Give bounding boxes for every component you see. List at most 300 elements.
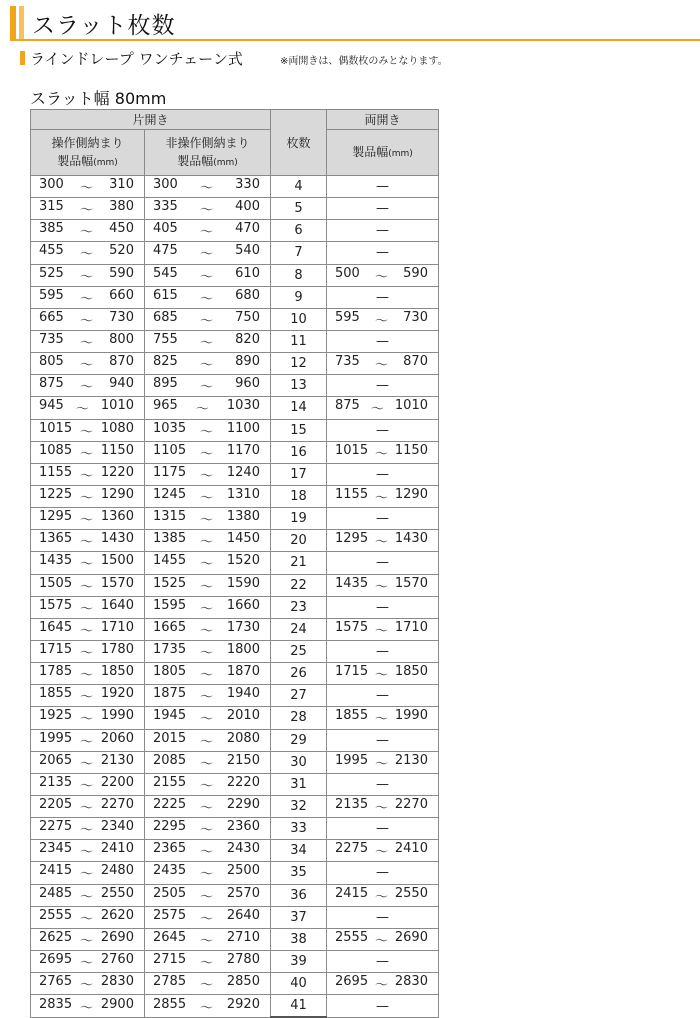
table-row [31, 950, 439, 972]
range-max: 1290 [100, 487, 134, 503]
range-min: 665 [39, 309, 64, 325]
operation-side-width [31, 663, 145, 685]
non-operation-side-width [145, 663, 271, 685]
non-operation-side-width [145, 618, 271, 640]
double-open-width-na: — [327, 640, 439, 662]
slat-count: 18 [271, 485, 327, 507]
range-max: 890 [235, 354, 260, 370]
range-max: 2900 [100, 996, 134, 1012]
slat-count: 4 [271, 176, 327, 198]
range-min: 2645 [153, 929, 187, 945]
range-separator: ～ [199, 513, 213, 529]
operation-side-width [31, 308, 145, 330]
range-separator: ～ [79, 181, 93, 197]
slat-count: 7 [271, 242, 327, 264]
range-min: 525 [39, 265, 64, 281]
slat-count: 17 [271, 463, 327, 485]
range-separator: ～ [79, 446, 93, 462]
operation-side-width [31, 286, 145, 308]
operation-side-width [31, 928, 145, 950]
range-min: 2085 [153, 752, 187, 768]
double-open-width-na: — [327, 596, 439, 618]
header-unit: (mm) [388, 148, 413, 159]
range-min: 1855 [39, 686, 73, 702]
range-min: 335 [153, 199, 178, 215]
table-row [31, 463, 439, 485]
double-open-width [327, 397, 439, 419]
range-separator: ～ [199, 446, 213, 462]
non-operation-side-width [145, 375, 271, 397]
operation-side-width [31, 596, 145, 618]
range-separator: ～ [79, 380, 93, 396]
range-max: 1800 [226, 642, 260, 658]
double-open-width-na: — [327, 375, 439, 397]
range-min: 300 [39, 177, 64, 193]
range-separator: ～ [199, 181, 213, 197]
range-separator: ～ [199, 845, 213, 861]
slat-count: 40 [271, 973, 327, 995]
range-min: 1715 [39, 642, 73, 658]
operation-side-width [31, 552, 145, 574]
table-row [31, 751, 439, 773]
operation-side-width [31, 485, 145, 507]
non-operation-side-width [145, 840, 271, 862]
range-min: 1365 [39, 531, 73, 547]
non-operation-side-width [145, 485, 271, 507]
range-separator: ～ [79, 955, 93, 971]
range-min: 1945 [153, 708, 187, 724]
range-separator: ～ [199, 756, 213, 772]
range-max: 1920 [100, 686, 134, 702]
double-open-width [327, 928, 439, 950]
range-separator: ～ [79, 247, 93, 263]
slat-count: 23 [271, 596, 327, 618]
range-max: 330 [235, 177, 260, 193]
non-operation-side-width [145, 286, 271, 308]
range-max: 1220 [100, 464, 134, 480]
range-min: 895 [153, 376, 178, 392]
slat-count: 14 [271, 397, 327, 419]
range-min: 1665 [153, 619, 187, 635]
non-operation-side-width [145, 884, 271, 906]
double-open-width [327, 795, 439, 817]
table-row [31, 330, 439, 352]
table-row [31, 663, 439, 685]
double-open-width [327, 707, 439, 729]
operation-side-width [31, 640, 145, 662]
header-single-open: 片開き [31, 110, 271, 130]
operation-side-width [31, 220, 145, 242]
non-operation-side-width [145, 330, 271, 352]
slat-count: 9 [271, 286, 327, 308]
range-separator: ～ [199, 336, 213, 352]
range-min: 2415 [335, 885, 369, 901]
range-max: 1170 [226, 442, 260, 458]
range-separator: ～ [199, 778, 213, 794]
title-accent-bar-light [19, 6, 24, 40]
range-max: 590 [403, 265, 428, 281]
range-separator: ～ [374, 712, 388, 728]
range-min: 965 [153, 398, 178, 414]
range-separator: ～ [79, 845, 93, 861]
range-separator: ～ [199, 557, 213, 573]
table-row [31, 596, 439, 618]
slat-count: 32 [271, 795, 327, 817]
range-max: 960 [235, 376, 260, 392]
range-max: 1570 [100, 575, 134, 591]
range-max: 400 [235, 199, 260, 215]
range-separator: ～ [374, 889, 388, 905]
range-max: 2430 [226, 841, 260, 857]
operation-side-width [31, 950, 145, 972]
header-unit: (mm) [213, 157, 238, 168]
range-separator: ～ [374, 446, 388, 462]
range-max: 1360 [100, 509, 134, 525]
range-max: 2480 [100, 863, 134, 879]
non-operation-side-width [145, 419, 271, 441]
table-row [31, 441, 439, 463]
range-separator: ～ [199, 468, 213, 484]
range-min: 685 [153, 309, 178, 325]
range-max: 940 [109, 376, 134, 392]
table-row [31, 508, 439, 530]
range-separator: ～ [374, 668, 388, 684]
range-separator: ～ [374, 491, 388, 507]
non-operation-side-width [145, 906, 271, 928]
section-heading [20, 48, 700, 68]
range-separator: ～ [199, 247, 213, 263]
range-max: 2550 [100, 885, 134, 901]
slat-count: 24 [271, 618, 327, 640]
non-operation-side-width [145, 198, 271, 220]
operation-side-width [31, 264, 145, 286]
range-separator: ～ [374, 313, 388, 329]
range-min: 545 [153, 265, 178, 281]
range-max: 2360 [226, 819, 260, 835]
range-min: 455 [39, 243, 64, 259]
range-separator: ～ [199, 823, 213, 839]
slat-count: 36 [271, 884, 327, 906]
operation-side-width [31, 463, 145, 485]
operation-side-width [31, 198, 145, 220]
range-separator: ～ [199, 313, 213, 329]
slat-count: 37 [271, 906, 327, 928]
operation-side-width [31, 441, 145, 463]
range-min: 2835 [39, 996, 73, 1012]
range-max: 540 [235, 243, 260, 259]
slat-count: 21 [271, 552, 327, 574]
range-max: 2010 [226, 708, 260, 724]
range-max: 470 [235, 221, 260, 237]
range-max: 1940 [226, 686, 260, 702]
table-row [31, 552, 439, 574]
range-separator: ～ [199, 291, 213, 307]
range-min: 300 [153, 177, 178, 193]
range-separator: ～ [199, 889, 213, 905]
range-min: 1175 [153, 464, 187, 480]
slat-count: 25 [271, 640, 327, 662]
range-max: 2710 [226, 929, 260, 945]
table-row [31, 286, 439, 308]
non-operation-side-width [145, 950, 271, 972]
range-separator: ～ [79, 269, 93, 285]
range-max: 1730 [226, 619, 260, 635]
table-row [31, 995, 439, 1018]
range-separator: ～ [374, 535, 388, 551]
range-max: 2200 [100, 774, 134, 790]
non-operation-side-width [145, 995, 271, 1018]
non-operation-side-width [145, 640, 271, 662]
range-max: 1100 [226, 420, 260, 436]
table-row [31, 308, 439, 330]
slat-count: 22 [271, 574, 327, 596]
range-min: 615 [153, 287, 178, 303]
range-max: 2500 [226, 863, 260, 879]
range-max: 730 [109, 309, 134, 325]
range-separator: ～ [374, 845, 388, 861]
double-open-width-na: — [327, 729, 439, 751]
range-min: 2295 [153, 819, 187, 835]
range-separator: ～ [79, 690, 93, 706]
table-row [31, 818, 439, 840]
range-separator: ～ [79, 313, 93, 329]
range-separator: ～ [199, 933, 213, 949]
section-marker-icon [20, 51, 25, 65]
range-max: 800 [109, 332, 134, 348]
operation-side-width [31, 242, 145, 264]
range-min: 1645 [39, 619, 73, 635]
range-min: 1155 [39, 464, 73, 480]
range-separator: ～ [199, 734, 213, 750]
range-min: 1015 [39, 420, 73, 436]
range-min: 1575 [39, 597, 73, 613]
non-operation-side-width [145, 441, 271, 463]
range-separator: ～ [199, 867, 213, 883]
range-separator: ～ [79, 225, 93, 241]
range-max: 1570 [394, 575, 428, 591]
range-min: 1435 [335, 575, 369, 591]
double-open-width-na: — [327, 995, 439, 1018]
range-max: 1080 [100, 420, 134, 436]
range-max: 2290 [226, 797, 260, 812]
slat-count: 12 [271, 353, 327, 375]
operation-side-width [31, 330, 145, 352]
range-min: 500 [335, 265, 360, 281]
slat-count: 13 [271, 375, 327, 397]
range-max: 1450 [226, 531, 260, 547]
non-operation-side-width [145, 928, 271, 950]
non-operation-side-width [145, 973, 271, 995]
range-max: 2640 [226, 907, 260, 923]
non-operation-side-width [145, 596, 271, 618]
range-min: 805 [39, 354, 64, 370]
range-separator: ～ [199, 424, 213, 440]
range-min: 1995 [39, 730, 73, 746]
range-min: 735 [39, 332, 64, 348]
table-row [31, 264, 439, 286]
range-min: 875 [39, 376, 64, 392]
range-max: 1870 [226, 664, 260, 680]
range-max: 1240 [226, 464, 260, 480]
range-separator: ～ [199, 690, 213, 706]
double-open-width-na: — [327, 330, 439, 352]
range-min: 1105 [153, 442, 187, 458]
non-operation-side-width [145, 707, 271, 729]
header-product-width: 製品幅 [352, 144, 389, 159]
range-max: 680 [235, 287, 260, 303]
range-max: 2920 [226, 996, 260, 1012]
range-max: 1030 [226, 398, 260, 414]
table-row [31, 729, 439, 751]
header-non-operation-side-label: 非操作側納まり [165, 135, 250, 150]
range-max: 1430 [394, 531, 428, 547]
range-separator: ～ [79, 1000, 93, 1016]
double-open-width-na: — [327, 242, 439, 264]
range-min: 2555 [335, 929, 369, 945]
range-max: 1710 [100, 619, 134, 635]
range-separator: ～ [199, 978, 213, 994]
table-row [31, 685, 439, 707]
range-max: 1310 [226, 487, 260, 503]
range-min: 2715 [153, 951, 187, 967]
non-operation-side-width [145, 308, 271, 330]
double-open-width-na: — [327, 220, 439, 242]
range-separator: ～ [199, 579, 213, 595]
slat-count: 15 [271, 419, 327, 441]
table-row [31, 485, 439, 507]
range-min: 875 [335, 398, 360, 414]
range-min: 595 [335, 309, 360, 325]
non-operation-side-width [145, 530, 271, 552]
slat-count: 30 [271, 751, 327, 773]
operation-side-width [31, 751, 145, 773]
double-open-width [327, 884, 439, 906]
range-separator: ～ [79, 358, 93, 374]
double-open-width-na: — [327, 463, 439, 485]
range-separator: ～ [199, 225, 213, 241]
range-min: 2765 [39, 974, 73, 990]
range-max: 2780 [226, 951, 260, 967]
range-min: 1785 [39, 664, 73, 680]
range-max: 1290 [394, 487, 428, 503]
table-row [31, 530, 439, 552]
range-max: 1990 [100, 708, 134, 724]
range-max: 1010 [100, 398, 134, 414]
range-max: 1430 [100, 531, 134, 547]
range-separator: ～ [79, 424, 93, 440]
range-min: 1505 [39, 575, 73, 591]
non-operation-side-width [145, 751, 271, 773]
range-min: 2015 [153, 730, 187, 746]
range-max: 2620 [100, 907, 134, 923]
slat-count: 6 [271, 220, 327, 242]
range-max: 1520 [226, 553, 260, 569]
range-min: 2695 [335, 974, 369, 990]
double-open-width-na: — [327, 906, 439, 928]
range-separator: ～ [79, 579, 93, 595]
range-separator: ～ [79, 867, 93, 883]
range-min: 2155 [153, 774, 187, 790]
range-separator: ～ [199, 955, 213, 971]
operation-side-width [31, 973, 145, 995]
table-row [31, 618, 439, 640]
range-min: 2275 [335, 841, 369, 857]
non-operation-side-width [145, 242, 271, 264]
range-min: 1155 [335, 487, 369, 503]
range-min: 1225 [39, 487, 73, 503]
range-min: 1575 [335, 619, 369, 635]
double-open-width [327, 441, 439, 463]
range-min: 1855 [335, 708, 369, 724]
table-row [31, 928, 439, 950]
range-separator: ～ [79, 734, 93, 750]
range-max: 750 [235, 309, 260, 325]
range-max: 2270 [100, 797, 134, 812]
range-min: 1735 [153, 642, 187, 658]
double-open-width [327, 618, 439, 640]
slat-count-table [30, 109, 439, 1018]
non-operation-side-width [145, 463, 271, 485]
range-min: 2415 [39, 863, 73, 879]
double-open-width [327, 840, 439, 862]
non-operation-side-width [145, 818, 271, 840]
operation-side-width [31, 176, 145, 198]
table-row [31, 397, 439, 419]
range-max: 1780 [100, 642, 134, 658]
range-separator: ～ [79, 601, 93, 617]
range-min: 2855 [153, 996, 187, 1012]
double-open-width-na: — [327, 198, 439, 220]
range-separator: ～ [199, 623, 213, 639]
range-max: 2130 [394, 752, 428, 768]
range-max: 1850 [394, 664, 428, 680]
double-open-width [327, 663, 439, 685]
slat-count: 29 [271, 729, 327, 751]
double-open-width [327, 308, 439, 330]
range-min: 1595 [153, 597, 187, 613]
slat-count: 20 [271, 530, 327, 552]
non-operation-side-width [145, 862, 271, 884]
range-min: 405 [153, 221, 178, 237]
range-min: 825 [153, 354, 178, 370]
header-operation-side-label: 操作側納まり [51, 135, 124, 150]
range-separator: ～ [199, 380, 213, 396]
range-min: 2135 [335, 797, 369, 812]
range-max: 450 [109, 221, 134, 237]
header-product-width: 製品幅 [57, 153, 94, 168]
range-max: 1640 [100, 597, 134, 613]
double-open-width-na: — [327, 685, 439, 707]
non-operation-side-width [145, 773, 271, 795]
table-row [31, 640, 439, 662]
range-separator: ～ [79, 756, 93, 772]
range-max: 1010 [394, 398, 428, 414]
double-open-note: ※両開きは、偶数枚のみとなります。 [280, 56, 448, 67]
range-max: 2850 [226, 974, 260, 990]
range-max: 1380 [226, 509, 260, 525]
non-operation-side-width [145, 685, 271, 707]
non-operation-side-width [145, 220, 271, 242]
range-min: 1875 [153, 686, 187, 702]
range-separator: ～ [374, 358, 388, 374]
range-separator: ～ [79, 203, 93, 219]
operation-side-width [31, 884, 145, 906]
header-count: 枚数 [271, 110, 327, 176]
range-min: 1085 [39, 442, 73, 458]
range-min: 1385 [153, 531, 187, 547]
range-min: 385 [39, 221, 64, 237]
range-separator: ～ [199, 358, 213, 374]
